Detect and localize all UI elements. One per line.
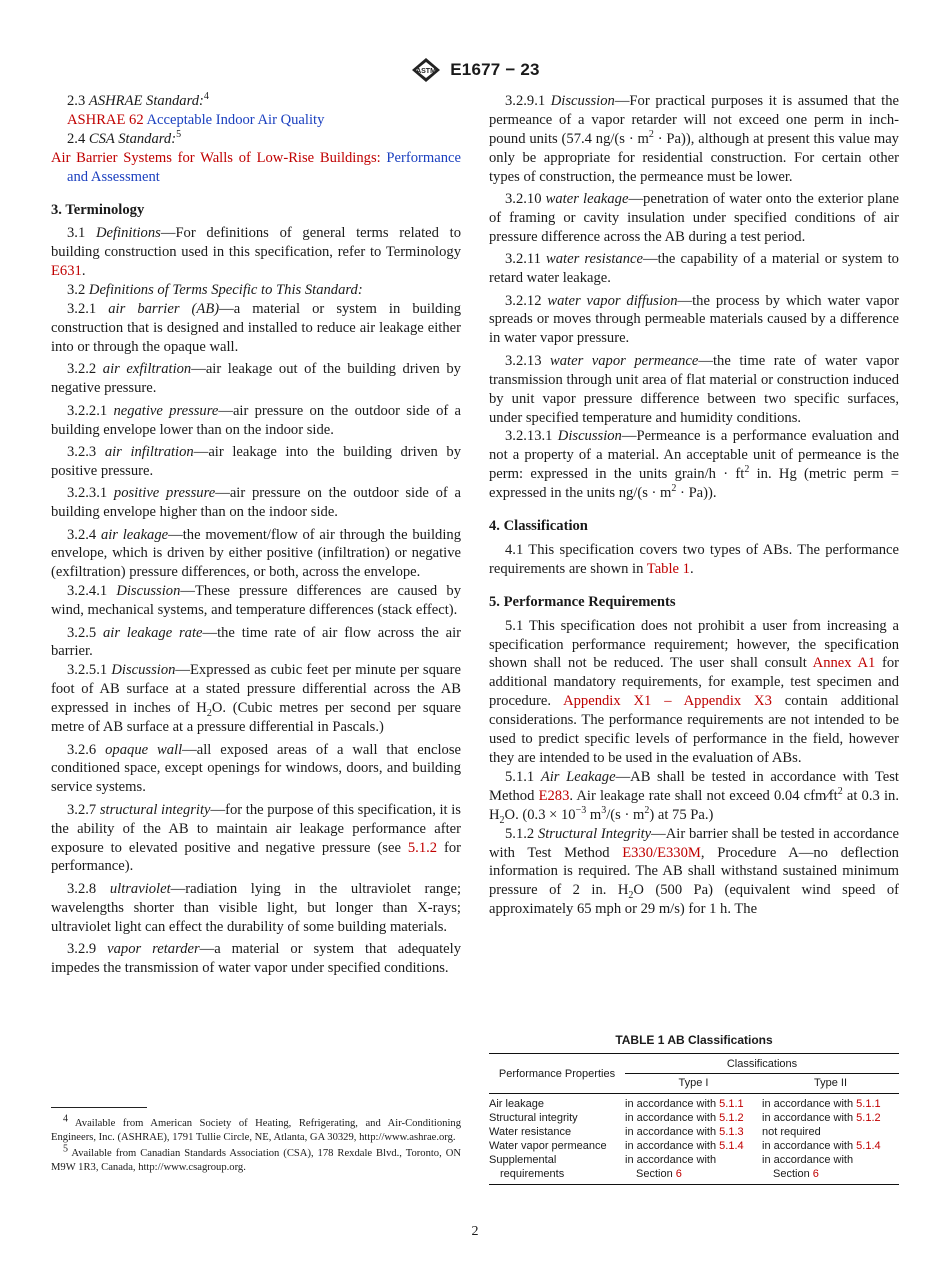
e283-link[interactable]: E283 xyxy=(538,787,570,804)
para-3-2-13: 3.2.13 water vapor permeance—the time rate of water vapor transmission through unit area of flat material or construction induced by unit vapor pressure difference between two specific surfaces, under specified temperature and humidity conditions. xyxy=(489,352,900,426)
ref-link[interactable]: 5.1.4 xyxy=(856,1140,881,1152)
row-type-1: in accordance with 5.1.3 xyxy=(625,1126,744,1138)
para-3-2-9: 3.2.9 vapor retarder—a material or system that adequately impedes the transmission of water vapor under specified conditions. xyxy=(51,941,461,976)
header-performance-properties: Performance Properties xyxy=(489,1054,625,1094)
ashrae-62-title-link[interactable]: Acceptable Indoor Air Quality xyxy=(146,111,325,128)
header-type-1: Type I xyxy=(678,1077,709,1089)
table-row xyxy=(489,1111,899,1125)
csa-subtitle-link[interactable]: Performance and Assessment xyxy=(67,149,461,185)
ref-2-4: 2.4 CSA Standard:$^5$ xyxy=(67,128,182,147)
para-3-2-5: 3.2.5 air leakage rate—the time rate of air flow across the air barrier. xyxy=(51,624,461,660)
section-4-heading: 4. Classification xyxy=(489,518,588,535)
right-column xyxy=(489,92,899,923)
ref-csa xyxy=(51,149,461,187)
table-row xyxy=(489,1153,899,1185)
row-type-1: in accordance with Section 6 xyxy=(625,1154,717,1180)
row-type-2: in accordance with 5.1.2 xyxy=(762,1112,881,1124)
para-3-2-2: 3.2.2 air exfiltration—air leakage out of the building driven by negative pressure. xyxy=(51,361,461,397)
table-1-title: TABLE 1 AB Classifications xyxy=(615,1033,773,1047)
row-prop: Water vapor permeance xyxy=(489,1140,607,1152)
row-prop: Air leakage xyxy=(489,1098,545,1110)
para-3-2-12: 3.2.12 water vapor diffusion—the process by which water vapor spreads or moves through permeable materials caused by a difference in water vapor pressure. xyxy=(489,292,900,347)
para-5-1: 5.1 This specification does not prohibit a user from increasing a specification performance requirement; however, the specification shown shall not be reduced. The user shall consult Annex A1 for additional mandatory requirements, for example, test specimen and procedure. Appendix X1 – Appendix X3 contain additional considerations. The performance requirements are not intended to be used to predict specific levels of performance in the field, however they are intended to be used in the evaluation of ABs. xyxy=(489,617,900,766)
header-classifications: Classifications xyxy=(625,1054,899,1074)
row-type-1: in accordance with 5.1.1 xyxy=(625,1098,744,1110)
ref-ashrae-62 xyxy=(51,111,461,130)
header-type-2: Type II xyxy=(813,1077,848,1089)
row-type-2: in accordance with 5.1.4 xyxy=(762,1140,881,1152)
para-3-2-5-1: 3.2.5.1 Discussion—Expressed as cubic feet per minute per square foot of AB surface at a stated pressure differential across the AB expressed in inches of $H_2O$. (Cubic metres per second per square metre of AB surface at a pressure differential in Pascals.) xyxy=(51,662,461,736)
ab-classifications-table xyxy=(489,1053,899,1185)
annex-a1-link[interactable]: Annex A1 xyxy=(812,655,876,672)
document-id: E1677 − 23 xyxy=(450,60,540,79)
row-type-1: in accordance with 5.1.4 xyxy=(625,1140,744,1152)
e330-link[interactable]: E330/E330M xyxy=(622,844,701,861)
section-5-heading: 5. Performance Requirements xyxy=(489,593,676,610)
para-3-2-8: 3.2.8 ultraviolet—radiation lying in the ultraviolet range; wavelengths shorter than visible light, but longer than X-rays; ultraviolet light can effect the durability of some building materials. xyxy=(51,880,461,935)
ref-link[interactable]: 5.1.2 xyxy=(719,1112,744,1124)
para-5-1-2: 5.1.2 Structural Integrity—Air barrier shall be tested in accordance with Test Method E330/E330M, Procedure A—no deflection information is required. The AB shall withstand sustained minimum pressure of 2 in. $H_2O$ (500 Pa) (equivalent wind speed of approximately 65 mph or 29 m/s) for 1 h. The xyxy=(489,825,899,918)
table-row xyxy=(489,1094,899,1112)
section-3-heading: 3. Terminology xyxy=(51,201,145,218)
footnote-4: $^4$ Available from American Society of Heating, Refrigerating, and Air-Conditioning Engineers, Inc. (ASHRAE), 1791 Tullie Circle, NE, Atlanta, GA 30329, http://www.ashrae.org. xyxy=(51,1113,461,1143)
footnotes xyxy=(51,1113,461,1177)
row-prop: Water resistance xyxy=(489,1126,572,1138)
ref-2-3: 2.3 ASHRAE Standard:$^4$ xyxy=(67,91,209,109)
para-3-2-13-1: 3.2.13.1 Discussion—Permeance is a performance evaluation and not a property of a material. An acceptable unit of permeance is the perm: expressed in the units grain/h · $ft^2$ in. Hg (metric perm = expressed in the units $ng/(s \cdot m^2 \cdot Pa)$). xyxy=(489,428,899,502)
row-type-2: not required xyxy=(762,1126,821,1138)
ref-link[interactable]: 5.1.4 xyxy=(719,1140,744,1152)
para-3-2: 3.2 Definitions of Terms Specific to This Standard: xyxy=(67,282,363,299)
ref-link[interactable]: 5.1.2 xyxy=(856,1112,881,1124)
csa-title-link[interactable]: Air Barrier Systems for Walls of Low-Rise Buildings: xyxy=(51,149,381,166)
para-3-2-3: 3.2.3 air infiltration—air leakage into the building driven by positive pressure. xyxy=(51,443,461,479)
ref-link[interactable]: 5.1.1 xyxy=(719,1098,744,1110)
page-number: 2 xyxy=(471,1224,479,1239)
ref-link[interactable]: 5.1.3 xyxy=(719,1126,744,1138)
para-3-2-10: 3.2.10 water leakage—penetration of water onto the exterior plane of framing or cavity insulation under specified conditions of air pressure difference across the AB during a test period. xyxy=(489,191,899,245)
para-3-2-4: 3.2.4 air leakage—the movement/flow of air through the building envelope, which is driven by either positive (infiltration) or negative (exfiltration) pressure differences, or both, across the envelope. xyxy=(51,526,461,581)
para-3-2-9-1: 3.2.9.1 Discussion—For practical purposes it is assumed that the permeance of a vapor retarder will not exceed one perm in inch-pound units (57.4 $ng/(s \cdot m^2 \cdot Pa)$), although at present this value may only be appropriate for residential construction. For certain other types of construction, the permeance must be lower. xyxy=(489,93,899,185)
section-6-link[interactable]: 6 xyxy=(812,1168,819,1180)
para-3-2-4-1: 3.2.4.1 Discussion—These pressure differences are caused by wind, mechanical systems, and temperature differences (stack effect). xyxy=(51,583,461,619)
row-prop: Structural integrity xyxy=(489,1112,578,1124)
para-3-2-7: 3.2.7 structural integrity—for the purpose of this specification, it is the ability of the AB to maintain air leakage performance after exposure to elevated positive and negative pressure (see 5.1.2 for performance). xyxy=(51,801,462,875)
ref-5-1-2-link[interactable]: 5.1.2 xyxy=(407,839,438,856)
para-3-1: 3.1 Definitions—For definitions of general terms related to building construction used in this specification, refer to Terminology E631. xyxy=(51,225,461,280)
footnote-divider xyxy=(51,1107,147,1108)
para-3-2-3-1: 3.2.3.1 positive pressure—air pressure on the outdoor side of a building envelope higher than on the indoor side. xyxy=(51,485,461,521)
page-header xyxy=(0,56,950,84)
para-4-1: 4.1 This specification covers two types of ABs. The performance requirements are shown in Table 1. xyxy=(489,541,899,577)
ashrae-62-link[interactable]: ASHRAE 62 xyxy=(67,111,144,128)
table-row xyxy=(489,1125,899,1139)
appendix-x1-x3-link[interactable]: Appendix X1 – Appendix X3 xyxy=(563,693,772,710)
table-1-link[interactable]: Table 1 xyxy=(646,560,690,577)
row-type-2: in accordance with Section 6 xyxy=(762,1154,854,1180)
row-prop: Supplemental requirements xyxy=(489,1154,565,1180)
para-5-1-1: 5.1.1 Air Leakage—AB shall be tested in accordance with Test Method E283. Air leakage rate shall not exceed 0.04 $cfm⁄ft^2$ at 0.3 in. $H_2O$. ($0.3 \times 10^{-3}$ $m^3/(s \cdot m^2)$ at 75 Pa.) xyxy=(489,768,899,826)
svg-text:ASTM: ASTM xyxy=(416,68,437,75)
para-3-2-1: 3.2.1 air barrier (AB)—a material or system in building construction that is designed and installed to reduce air leakage either into or through the opaque wall. xyxy=(51,301,461,355)
row-type-1: in accordance with 5.1.2 xyxy=(625,1112,744,1124)
row-type-2: in accordance with 5.1.1 xyxy=(762,1098,881,1110)
ref-link[interactable]: 5.1.1 xyxy=(856,1098,881,1110)
para-3-2-2-1: 3.2.2.1 negative pressure—air pressure on the outdoor side of a building envelope lower than on the indoor side. xyxy=(51,402,461,438)
para-3-2-11: 3.2.11 water resistance—the capability of a material or system to retard water leakage. xyxy=(489,251,899,287)
footnote-5: $^5$ Available from Canadian Standards Association (CSA), 178 Rexdale Blvd., Toronto, ON M9W 1R3, Canada, http://www.csagroup.org. xyxy=(51,1143,461,1173)
astm-logo-icon xyxy=(410,57,442,83)
section-6-link[interactable]: 6 xyxy=(675,1168,682,1180)
left-column xyxy=(51,92,461,981)
e631-link[interactable]: E631 xyxy=(51,263,82,280)
table-row xyxy=(489,1139,899,1153)
para-3-2-6: 3.2.6 opaque wall—all exposed areas of a wall that enclose conditioned space, except openings for windows, doors, and building service systems. xyxy=(51,741,461,796)
